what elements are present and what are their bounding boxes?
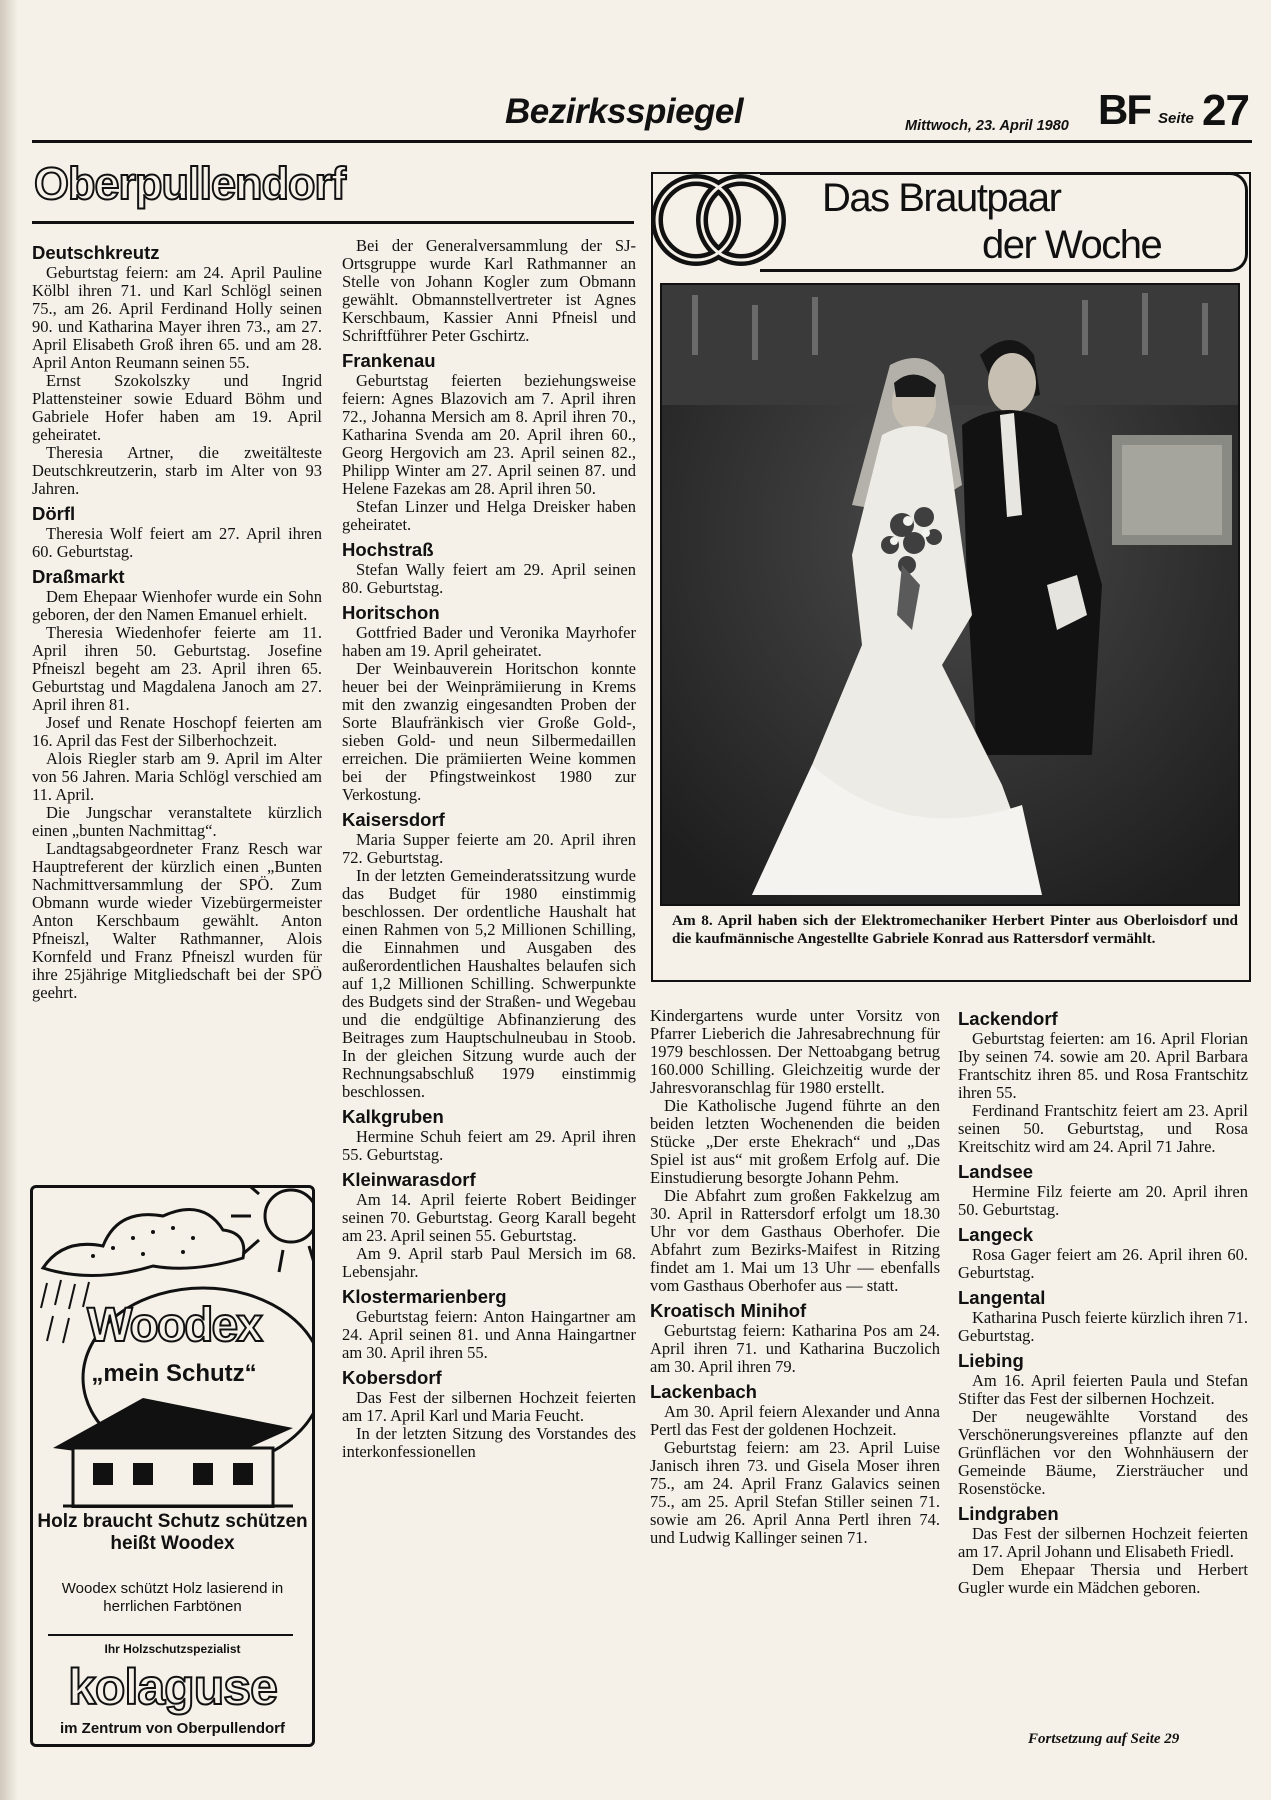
- heading-deutschkreutz: Deutschkreutz: [32, 242, 160, 263]
- paragraph: Am 14. April feierte Robert Beidinger seinen 70. Geburtstag. Georg Karall begeht am 23. April seinen 55. Geburtstag.: [342, 1190, 636, 1245]
- heading-frankenau: Frankenau: [342, 350, 436, 371]
- heading-kobersdorf: Kobersdorf: [342, 1367, 442, 1388]
- bride-week-title-2: der Woche: [982, 223, 1162, 267]
- paragraph: Am 9. April starb Paul Mersich im 68. Lebensjahr.: [342, 1244, 636, 1281]
- heading-landsee: Landsee: [958, 1161, 1034, 1182]
- paragraph: Die Katholische Jugend führte an den beiden letzten Wochenenden die beiden Stücke „Der erste Ehekrach“ und „Das Spiel ist aus“ mit großem Erfolg auf. Die Einstudierung besorgte Johann Pehm.: [650, 1096, 940, 1187]
- page-number: 27: [1202, 86, 1249, 135]
- column-1: [32, 237, 322, 1002]
- paragraph: Die Abfahrt zum großen Fakkelzug am 30. April in Rattersdorf erfolgt um 18.30 Uhr vor dem Gasthaus Oberhofer. Die Abfahrt zum Bezirks-Maifest in Ritzing findet am 1. Mai um 13 Uhr — ebenfalls vom Gasthaus Oberhofer aus — statt.: [650, 1186, 940, 1295]
- newspaper-logo: BF: [1098, 86, 1150, 133]
- region-title: Oberpullendorf: [34, 158, 345, 209]
- wedding-rings-icon: [648, 170, 790, 270]
- heading-lindgraben: Lindgraben: [958, 1503, 1059, 1524]
- paragraph: Hermine Filz feierte am 20. April ihren 50. Geburtstag.: [958, 1182, 1248, 1219]
- paragraph: Landtagsabgeordneter Franz Resch war Hauptreferent der kürzlich einen „Bunten Nachmittversammlung der SPÖ. Zum Obmann wurde wieder Vizebürgermeister Anton Kerschbaum gewählt. Anton Pfneiszl, Walter Rathmanner, Alois Kornfeld und Franz Pfneiszl wurden für ihre 25jährige Mitgliedschaft bei der SPÖ geehrt.: [32, 839, 322, 1002]
- paragraph: Das Fest der silbernen Hochzeit feierten am 17. April Karl und Maria Feucht.: [342, 1388, 636, 1425]
- wedding-photo: [660, 283, 1240, 906]
- heading-liebing: Liebing: [958, 1350, 1024, 1371]
- paragraph: Bei der Generalversammlung der SJ-Ortsgruppe wurde Karl Rathmanner an Stelle von Johann Kogler zum Obmann gewählt. Obmannstellvertreter ist Agnes Kerschbaum, Kassier Anni Pfneisl und Schriftführer Peter Gschirtz.: [342, 236, 636, 345]
- paragraph: Ernst Szokolszky und Ingrid Plattensteiner sowie Eduard Böhm und Gabriele Hofer haben am 19. April geheiratet.: [32, 371, 322, 444]
- heading-drassmarkt: Draßmarkt: [32, 566, 125, 587]
- paragraph: Ferdinand Frantschitz feiert am 23. April seinen 50. Geburtstag, und Rosa Kreitschitz wird am 24. April 71 Jahre.: [958, 1101, 1248, 1156]
- ad-brand: Woodex: [87, 1299, 261, 1352]
- paragraph: Geburtstag feiern: am 23. April Luise Janisch ihren 73. und Gisela Moser ihren 75., am 24. April Franz Galavics seinen 75., am 25. April Stefan Stiller seinen 71. sowie am 26. April Anna Pertl ihren 74. und Ludwig Kallinger seinen 71.: [650, 1438, 940, 1547]
- heading-kleinwarasdorf: Kleinwarasdorf: [342, 1169, 476, 1190]
- paragraph: Hermine Schuh feiert am 29. April ihren 55. Geburtstag.: [342, 1127, 636, 1164]
- heading-horitschon: Horitschon: [342, 602, 440, 623]
- header-rule: [32, 140, 1252, 143]
- paragraph: Geburtstag feierten beziehungsweise feiern: Agnes Blazovich am 7. April ihren 72., Johanna Mersich am 8. April ihren 70., Katharina Svenda am 20. April ihren 60., Georg Hergovich am 23. April seinen 82., Philipp Winter am 27. April seinen 87. und Helene Fazekas am 28. April ihren 50.: [342, 371, 636, 498]
- heading-langental: Langental: [958, 1287, 1046, 1308]
- paragraph: Der neugewählte Vorstand des Verschönerungsvereines pflanzte auf den Grünflächen vor den Wohnhäusern der Gemeinde Bäume, Ziersträucher und Rosenstöcke.: [958, 1407, 1248, 1498]
- paragraph: In der letzten Gemeinderatssitzung wurde das Budget für 1980 einstimmig beschlossen. Der ordentliche Haushalt hat einen Rahmen von 5,2 Millionen Schilling, die Einnahmen und Ausgaben des außerordentlichen Haushaltes belaufen sich auf 1,2 Millionen Schilling. Schwerpunkte des Budgets sind der Straßen- und Wegebau und die endgültige Abfinanzierung des Beitrages zum Hauptschulneubau in Stoob. In der gleichen Sitzung wurde auch der Rechnungsabschluß 1979 einstimmig beschlossen.: [342, 866, 636, 1101]
- paragraph: Kindergartens wurde unter Vorsitz von Pfarrer Lieberich die Jahresabrechnung für 1979 beschlossen. Der Nettoabgang betrug 160.000 Schilling. Gleichzeitig wurde der Jahresvoranschlag für 1980 erstellt.: [650, 1006, 940, 1097]
- bride-week-title-1: Das Brautpaar: [822, 176, 1061, 220]
- paragraph: Alois Riegler starb am 9. April im Alter von 56 Jahren. Maria Schlögl verschied am 11. April.: [32, 749, 322, 804]
- heading-hochstrass: Hochstraß: [342, 539, 434, 560]
- paragraph: Dem Ehepaar Wienhofer wurde ein Sohn geboren, der den Namen Emanuel erhielt.: [32, 587, 322, 624]
- section-title: Bezirksspiegel: [505, 92, 744, 131]
- paragraph: Katharina Pusch feierte kürzlich ihren 71. Geburtstag.: [958, 1308, 1248, 1345]
- paragraph: Der Weinbauverein Horitschon konnte heuer bei der Weinprämiierung in Krems mit den zwanzig eingesandten Proben der Sorte Blaufränkisch vier Große Gold-, sieben Gold- und neun Silbermedaillen erreichen. Die prämiierten Weine kommen bei der Pfingstweinkost 1980 zur Verkostung.: [342, 659, 636, 804]
- issue-date: Mittwoch, 23. April 1980: [905, 118, 1069, 134]
- paragraph: Theresia Wolf feiert am 27. April ihren 60. Geburtstag.: [32, 524, 322, 561]
- heading-langeck: Langeck: [958, 1224, 1034, 1245]
- ad-divider: [48, 1634, 293, 1636]
- paragraph: Geburtstag feierten: am 16. April Florian Iby seinen 74. sowie am 20. April Barbara Frantschitz ihren 85. und Rosa Frantschitz ihren 55.: [958, 1029, 1248, 1102]
- heading-kaisersdorf: Kaisersdorf: [342, 809, 445, 830]
- ad-store-logo: kolaguse: [68, 1659, 277, 1715]
- heading-klostermarienberg: Klostermarienberg: [342, 1286, 507, 1307]
- paragraph: Geburtstag feiern: am 24. April Pauline Kölbl ihren 71. und Karl Schlögl seinen 75., am 26. April Ferdinand Holly seinen 90. und Katharina Mayer ihren 73., am 27. April Elisabeth Groß ihren 65. und am 28. April Anton Reumann seinen 55.: [32, 263, 322, 372]
- heading-kalkgruben: Kalkgruben: [342, 1106, 444, 1127]
- ad-tagline: Woodex schützt Holz lasierend in herrlichen Farbtönen: [61, 1580, 284, 1615]
- column-3: [650, 1007, 940, 1547]
- paragraph: Das Fest der silbernen Hochzeit feierten am 17. April Johann und Elisabeth Friedl.: [958, 1524, 1248, 1561]
- paragraph: Gottfried Bader und Veronika Mayrhofer haben am 19. April geheiratet.: [342, 623, 636, 660]
- paragraph: Theresia Wiedenhofer feierte am 11. April ihren 50. Geburtstag. Josefine Pfneiszl begeht am 23. April ihren 65. Geburtstag und Magdalena Janoch am 27. April ihren 81.: [32, 623, 322, 714]
- paragraph: Theresia Artner, die zweitälteste Deutschkreutzerin, starb im Alter von 93 Jahren.: [32, 443, 322, 498]
- ad-specialist: Ihr Holzschutzspezialist: [104, 1642, 241, 1656]
- heading-lackendorf: Lackendorf: [958, 1008, 1058, 1029]
- heading-lackenbach: Lackenbach: [650, 1381, 757, 1402]
- house-illustration: [33, 1388, 315, 1508]
- paragraph: Rosa Gager feiert am 26. April ihren 60. Geburtstag.: [958, 1245, 1248, 1282]
- paragraph: Dem Ehepaar Thersia und Herbert Gugler wurde ein Mädchen geboren.: [958, 1560, 1248, 1597]
- column-2: [342, 237, 636, 1461]
- paragraph: Stefan Linzer und Helga Dreisker haben geheiratet.: [342, 497, 636, 534]
- paragraph: In der letzten Sitzung des Vorstandes des interkonfessionellen: [342, 1424, 636, 1461]
- paragraph: Stefan Wally feiert am 29. April seinen 80. Geburtstag.: [342, 560, 636, 597]
- page-label: Seite: [1158, 110, 1194, 127]
- wedding-couple-image: [662, 285, 1240, 906]
- paragraph: Geburtstag feiern: Anton Haingartner am 24. April seinen 81. und Anna Haingartner am 30. April ihren 55.: [342, 1307, 636, 1362]
- paragraph: Josef und Renate Hoschopf feierten am 16. April das Fest der Silberhochzeit.: [32, 713, 322, 750]
- paragraph: Die Jungschar veranstaltete kürzlich einen „bunten Nachmittag“.: [32, 803, 322, 840]
- paragraph: Geburtstag feiern: Katharina Pos am 24. April ihren 71. und Katharina Buczolich am 30. April ihren 79.: [650, 1321, 940, 1376]
- continuation-note: Fortsetzung auf Seite 29: [1028, 1731, 1180, 1747]
- paragraph: Am 30. April feiern Alexander und Anna Pertl das Fest der goldenen Hochzeit.: [650, 1402, 940, 1439]
- heading-doerfl: Dörfl: [32, 503, 76, 524]
- ad-store-location: im Zentrum von Oberpullendorf: [59, 1720, 285, 1737]
- heading-kroatisch-minihof: Kroatisch Minihof: [650, 1300, 807, 1321]
- region-rule: [32, 221, 634, 224]
- ad-headline: Holz braucht Schutz schützen heißt Woodex: [37, 1511, 308, 1554]
- paragraph: Maria Supper feierte am 20. April ihren 72. Geburtstag.: [342, 830, 636, 867]
- ad-slogan: „mein Schutz“: [91, 1360, 257, 1387]
- column-4: [958, 1003, 1248, 1597]
- photo-caption: Am 8. April haben sich der Elektromechaniker Herbert Pinter aus Oberloisdorf und die kaufmännische Angestellte Gabriele Konrad aus Rattersdorf vermählt.: [672, 912, 1238, 947]
- page-binding-shadow: [0, 0, 18, 1800]
- paragraph: Am 16. April feierten Paula und Stefan Stifter das Fest der silbernen Hochzeit.: [958, 1371, 1248, 1408]
